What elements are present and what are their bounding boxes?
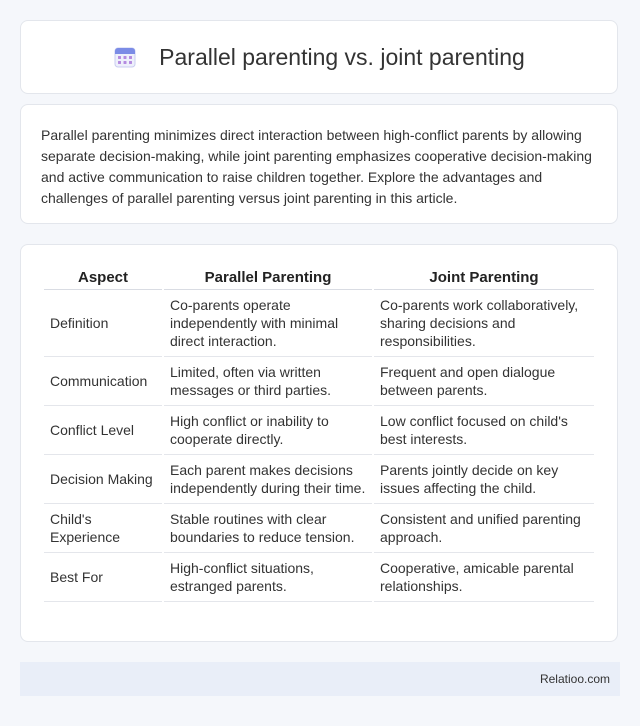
- parallel-cell: Each parent makes decisions independently during their time.: [164, 455, 372, 504]
- parallel-cell: Limited, often via written messages or third parties.: [164, 357, 372, 406]
- aspect-cell: Child's Experience: [44, 504, 162, 553]
- joint-cell: Consistent and unified parenting approach.: [374, 504, 594, 553]
- aspect-cell: Conflict Level: [44, 406, 162, 455]
- joint-cell: Parents jointly decide on key issues affecting the child.: [374, 455, 594, 504]
- intro-card: [20, 104, 618, 224]
- footer-brand: Relatioo.com: [539, 672, 610, 686]
- table-row: [44, 504, 594, 553]
- aspect-cell: Communication: [44, 357, 162, 406]
- joint-cell: Low conflict focused on child's best interests.: [374, 406, 594, 455]
- table-row: [44, 290, 594, 357]
- column-header-joint: Joint Parenting: [374, 265, 594, 290]
- joint-cell: Cooperative, amicable parental relationships.: [374, 553, 594, 602]
- parallel-cell: Co-parents operate independently with minimal direct interaction.: [164, 290, 372, 357]
- comparison-card: [20, 244, 618, 642]
- column-header-aspect: Aspect: [44, 265, 162, 290]
- footer: [20, 662, 620, 696]
- aspect-cell: Decision Making: [44, 455, 162, 504]
- joint-cell: Co-parents work collaboratively, sharing decisions and responsibilities.: [374, 290, 594, 357]
- parallel-cell: High-conflict situations, estranged parents.: [164, 553, 372, 602]
- page-title: Parallel parenting vs. joint parenting: [159, 43, 525, 70]
- title-card: [20, 20, 618, 94]
- table-header-row: [44, 265, 594, 290]
- parallel-cell: Stable routines with clear boundaries to reduce tension.: [164, 504, 372, 553]
- intro-text: Parallel parenting minimizes direct interaction between high-conflict parents by allowing separate decision-making, while joint parenting emphasizes cooperative decision-making and active communication to raise children together. Explore the advantages and challenges of parallel parenting versus joint parenting in this article.: [41, 127, 592, 206]
- joint-cell: Frequent and open dialogue between parents.: [374, 357, 594, 406]
- table-row: [44, 553, 594, 602]
- aspect-cell: Best For: [44, 553, 162, 602]
- parallel-cell: High conflict or inability to cooperate directly.: [164, 406, 372, 455]
- aspect-cell: Definition: [44, 290, 162, 357]
- calendar-icon: [113, 45, 137, 69]
- table-row: [44, 455, 594, 504]
- table-row: [44, 406, 594, 455]
- comparison-table: [42, 265, 596, 602]
- column-header-parallel: Parallel Parenting: [164, 265, 372, 290]
- table-row: [44, 357, 594, 406]
